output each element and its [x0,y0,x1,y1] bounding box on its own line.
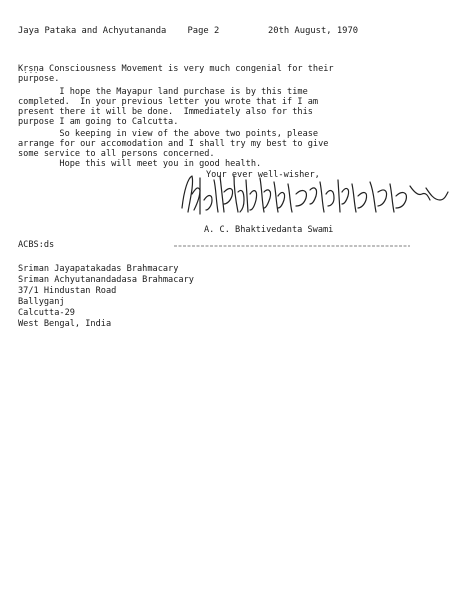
body-line-3: I hope the Mayapur land purchase is by this time [18,87,308,97]
address-line-5: Calcutta-29 [18,308,75,318]
address-line-4: Ballyganj [18,297,65,307]
header-page-number: Page 2 [187,26,220,36]
handwritten-signature [178,170,450,218]
address-line-6: West Bengal, India [18,319,112,329]
signature-rule [172,243,412,249]
body-line-7: So keeping in view of the above two points, please [18,129,319,139]
address-line-3: 37/1 Hindustan Road [18,286,117,296]
closing-salutation: Your ever well-wisher, [206,170,320,180]
header-correspondents-page [18,26,219,36]
header-correspondents: Jaya Pataka and Achyutananda [18,26,167,36]
body-line-6: purpose I am going to Calcutta. [18,117,179,127]
body-line-5: present there it will be done. Immediately also for this [18,107,313,117]
body-line-8: arrange for our accomodation and I shall try my best to give [18,139,329,149]
signatory-name: A. C. Bhaktivedanta Swami [204,225,334,235]
body-line-10: Hope this will meet you in good health. [18,159,262,169]
body-line-4: completed. In your previous letter you wrote that if I am [18,97,319,107]
reference-initials: ACBS:ds [18,240,55,250]
body-line-9: some service to all persons concerned. [18,149,215,159]
body-line-1: Kṛṣṇa Consciousness Movement is very much congenial for their [18,64,334,74]
address-line-1: Sriman Jayapatakadas Brahmacary [18,264,179,274]
header-date: 20th August, 1970 [268,26,359,36]
address-line-2: Sriman Achyutanandadasa Brahmacary [18,275,194,285]
body-line-2: purpose. [18,74,60,84]
